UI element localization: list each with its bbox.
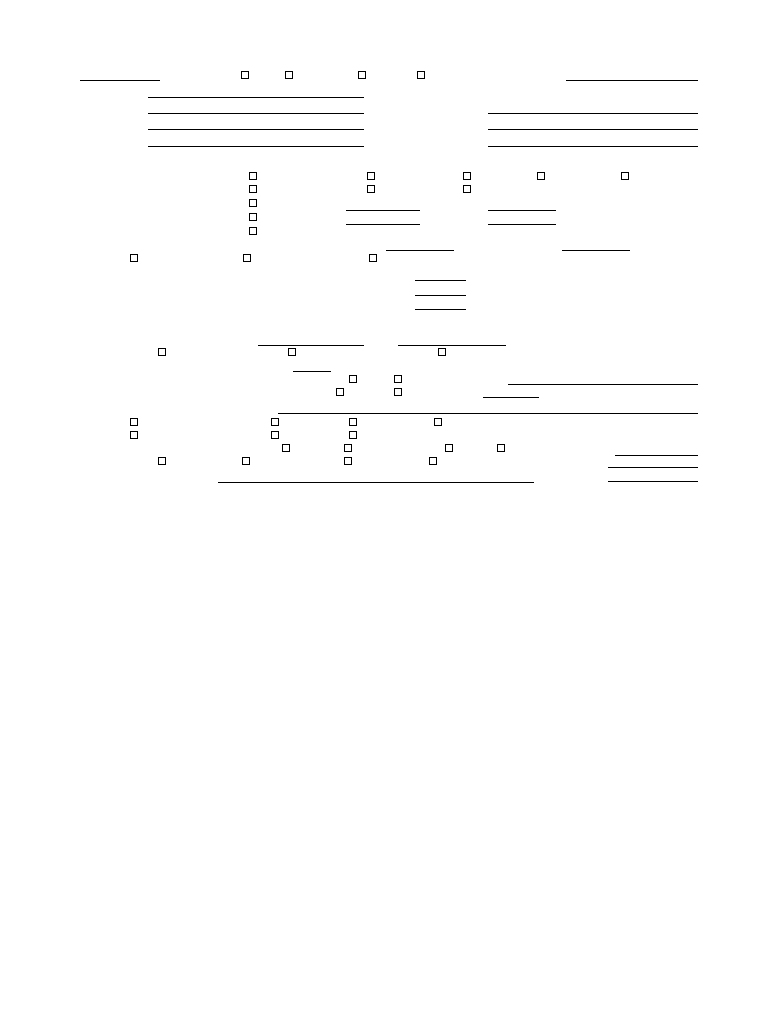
increasing-checkbox[interactable] <box>463 185 471 193</box>
sfa-checkbox[interactable] <box>130 431 138 439</box>
property-address-field[interactable] <box>148 97 364 98</box>
exterior-only-checkbox[interactable] <box>417 71 425 79</box>
excellent-checkbox[interactable] <box>621 172 629 180</box>
other-fee-field[interactable] <box>608 467 698 468</box>
property-address-field-2[interactable] <box>148 113 364 114</box>
employment-stable-checkbox[interactable] <box>367 185 375 193</box>
over-improvement-checkbox[interactable] <box>158 348 166 356</box>
shortage-checkbox[interactable] <box>369 254 377 262</box>
under-improvement-checkbox[interactable] <box>288 348 296 356</box>
current-no-checkbox[interactable] <box>497 444 505 452</box>
range-high-field[interactable] <box>398 345 506 346</box>
marketing-time-field[interactable] <box>293 371 331 372</box>
list-price-field[interactable] <box>483 397 539 398</box>
if-no-explain-field[interactable] <box>508 384 698 385</box>
insurance-checkbox[interactable] <box>158 457 166 465</box>
fee-delinquent-field[interactable] <box>615 455 698 456</box>
stable-checkbox[interactable] <box>463 172 471 180</box>
townhouse-checkbox[interactable] <box>271 431 279 439</box>
declining-checkbox[interactable] <box>249 185 257 193</box>
why-not-sell-field[interactable] <box>278 413 698 414</box>
contact-phone-field[interactable] <box>608 481 698 482</box>
sfd-checkbox[interactable] <box>130 418 138 426</box>
date-field[interactable] <box>566 80 698 81</box>
landscape-checkbox[interactable] <box>242 457 250 465</box>
second-opinion-checkbox[interactable] <box>285 71 293 79</box>
approx-units-field[interactable] <box>415 280 466 281</box>
completed-by-field[interactable] <box>488 129 698 130</box>
firm-name-field[interactable] <box>148 129 364 130</box>
decreased-checkbox[interactable] <box>249 199 257 207</box>
monthly-checkbox[interactable] <box>282 444 290 452</box>
increased-months-field[interactable] <box>488 224 556 225</box>
reo-field[interactable] <box>80 80 160 81</box>
listed-no-checkbox[interactable] <box>394 388 402 396</box>
decreased-months-field[interactable] <box>488 210 556 211</box>
current-yes-checkbox[interactable] <box>445 444 453 452</box>
modular-checkbox[interactable] <box>349 431 357 439</box>
financing-yes-checkbox[interactable] <box>349 375 357 383</box>
tenant-field[interactable] <box>562 250 630 251</box>
competing-listings-field[interactable] <box>415 295 466 296</box>
appropriate-improvement-checkbox[interactable] <box>438 348 446 356</box>
mobile-home-checkbox[interactable] <box>434 418 442 426</box>
initial-checkbox[interactable] <box>241 71 249 79</box>
condo-checkbox[interactable] <box>271 418 279 426</box>
range-low-field[interactable] <box>258 345 364 346</box>
phone-field[interactable] <box>148 146 364 147</box>
coop-checkbox[interactable] <box>349 418 357 426</box>
financing-no-checkbox[interactable] <box>394 375 402 383</box>
increased-checkbox[interactable] <box>249 213 257 221</box>
tennis-checkbox[interactable] <box>429 457 437 465</box>
updated-checkbox[interactable] <box>358 71 366 79</box>
oversupply-checkbox[interactable] <box>243 254 251 262</box>
pool-checkbox[interactable] <box>344 457 352 465</box>
client-name-field[interactable] <box>488 113 698 114</box>
boarded-homes-field[interactable] <box>415 309 466 310</box>
slow-checkbox[interactable] <box>367 172 375 180</box>
remained-stable-checkbox[interactable] <box>249 227 257 235</box>
increased-pct-field[interactable] <box>346 224 420 225</box>
contact-name-field[interactable] <box>218 482 534 483</box>
annually-checkbox[interactable] <box>344 444 352 452</box>
decreased-pct-field[interactable] <box>346 210 420 211</box>
improving-checkbox[interactable] <box>537 172 545 180</box>
listed-yes-checkbox[interactable] <box>336 388 344 396</box>
depressed-checkbox[interactable] <box>249 172 257 180</box>
normal-supply-checkbox[interactable] <box>130 254 138 262</box>
fax-field[interactable] <box>488 146 698 147</box>
owner-occupant-field[interactable] <box>386 250 454 251</box>
